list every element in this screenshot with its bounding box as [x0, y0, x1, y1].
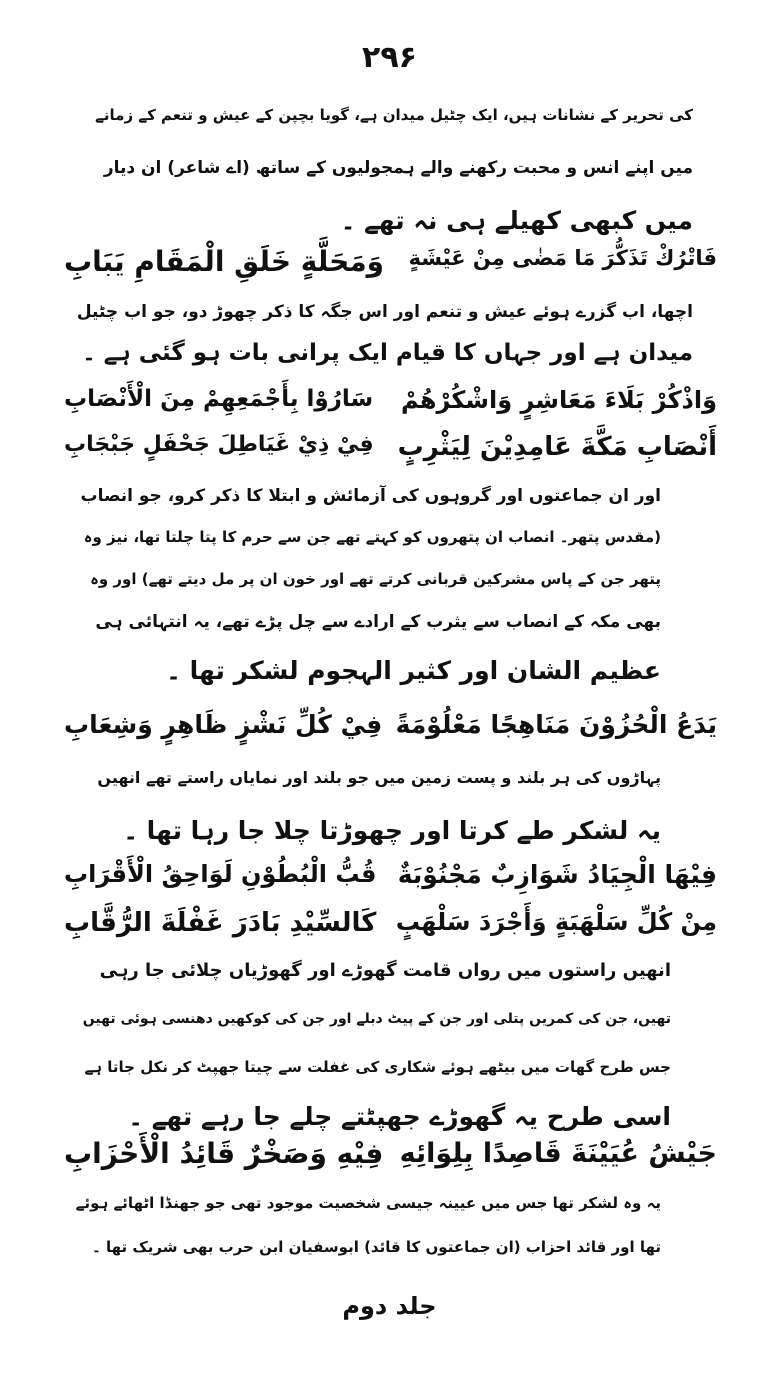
- verse-hemistich-right: مِنْ كُلِّ سَلْهَبَةٍ وَأَجْرَدَ سَلْهَبٍ: [395, 908, 717, 936]
- prose-line: (مقدس پتھر۔ انصاب ان پتھروں کو کہتے تھے جن سے حرم کا پتا چلتا تھا، نیز وہ: [83, 528, 661, 546]
- prose-line: اسی طرح یہ گھوڑے جھپٹتے چلے جا رہے تھے ۔: [128, 1102, 671, 1131]
- verse-hemistich-right: فَاتْرُكْ تَذَكُّرَ مَا مَضٰى مِنْ عَيْشَةٍ: [408, 246, 717, 270]
- prose-line: اچھا، اب گزرے ہوئے عیش و تنعم اور اس جگہ کا ذکر چھوڑ دو، جو اب چٹیل: [76, 302, 693, 322]
- verse-hemistich-right: جَيْشُ عُيَيْنَةَ قَاصِدًا بِلِوَائِهِ: [399, 1138, 717, 1169]
- prose-line: پتھر جن کے پاس مشرکین قربانی کرتے تھے اور خون ان پر مل دیتے تھے) اور وہ: [90, 570, 661, 588]
- prose-line: بھی مکہ کے انصاب سے یثرب کے ارادے سے چل پڑے تھے، یہ انتہائی ہی: [95, 612, 661, 632]
- prose-line: میں کبھی کھیلے ہی نہ تھے ۔: [340, 206, 693, 235]
- prose-line: پہاڑوں کی ہر بلند و پست زمین میں جو بلند اور نمایاں راستے تھے انھیں: [97, 768, 661, 787]
- prose-line: یہ وہ لشکر تھا جس میں عیینہ جیسی شخصیت موجود تھی جو جھنڈا اٹھائے ہوئے: [75, 1194, 661, 1212]
- verse-hemistich-left: سَارُوْا بِأَجْمَعِهِمْ مِنَ الْأَنْصَابِ: [64, 386, 374, 412]
- prose-line: جس طرح گھات میں بیٹھے ہوئے شکاری کی غفلت سے چیتا جھپٹ کر نکل جاتا ہے: [84, 1058, 671, 1076]
- prose-line: میں اپنے انس و محبت رکھنے والے ہمجولیوں کے ساتھ (اے شاعر) ان دیار: [103, 158, 693, 178]
- prose-line: انھیں راستوں میں رواں قامت گھوڑے اور گھوڑیاں چلائی جا رہی: [99, 960, 671, 981]
- verse-hemistich-right: فِيْهَا الْجِيَادُ شَوَازِبٌ مَجْنُوْبَةٌ: [397, 860, 717, 889]
- prose-line: تھا اور قائد احزاب (ان جماعتوں کا قائد) ابوسفیان ابن حرب بھی شریک تھا ۔: [92, 1238, 661, 1256]
- page-number: ۲۹۶: [362, 40, 417, 75]
- verse-hemistich-left: قُبُّ الْبُطُوْنِ لَوَاحِقُ الْأَقْرَابِ: [64, 860, 377, 888]
- prose-line: اور ان جماعتوں اور گروہوں کی آزمائش و ابتلا کا ذکر کرو، جو انصاب: [80, 486, 661, 506]
- prose-line: عظیم الشان اور کثیر الہجوم لشکر تھا ۔: [166, 656, 661, 685]
- prose-line: میدان ہے اور جہاں کا قیام ایک پرانی بات ہو گئی ہے ۔: [82, 340, 693, 366]
- prose-line: کی تحریر کے نشانات ہیں، ایک چٹیل میدان ہے، گویا بچپن کے عیش و تنعم کے زمانے: [95, 106, 693, 124]
- verse-hemistich-right: يَدَعُ الْحُزُوْنَ مَنَاهِجًا مَعْلُوْمَةً: [395, 710, 717, 739]
- verse-hemistich-left: فِيْ كُلِّ نَشْزٍ ظَاهِرٍ وَشِعَابِ: [64, 710, 383, 739]
- volume-label: جلد دوم: [342, 1292, 437, 1320]
- verse-hemistich-left: فِيْهِ وَصَخْرٌ قَائِدُ الْأَحْزَابِ: [64, 1137, 384, 1170]
- verse-hemistich-right: أَنْصَابِ مَكَّةَ عَامِدِيْنَ لِيَثْرِبٍ: [397, 432, 717, 462]
- verse-hemistich-left: كَالسِّيْدِ بَادَرَ غَفْلَةَ الرُّقَّابِ: [64, 908, 377, 938]
- verse-hemistich-left: وَمَحَلَّةٍ خَلَقِ الْمَقَامِ يَبَابِ: [64, 245, 385, 278]
- prose-line: یہ لشکر طے کرتا اور چھوڑتا چلا جا رہا تھا ۔: [123, 816, 661, 845]
- verse-hemistich-right: وَاذْكُرْ بَلَاءَ مَعَاشِرٍ وَاشْكُرْهُمْ: [401, 386, 717, 414]
- verse-hemistich-left: فِيْ ذِيْ غَيَاطِلَ جَحْفَلٍ جَبْجَابِ: [64, 432, 374, 457]
- prose-line: تھیں، جن کی کمریں پتلی اور جن کے پیٹ دبلے اور جن کی کوکھیں دھنسی ہوئی تھیں: [82, 1011, 671, 1027]
